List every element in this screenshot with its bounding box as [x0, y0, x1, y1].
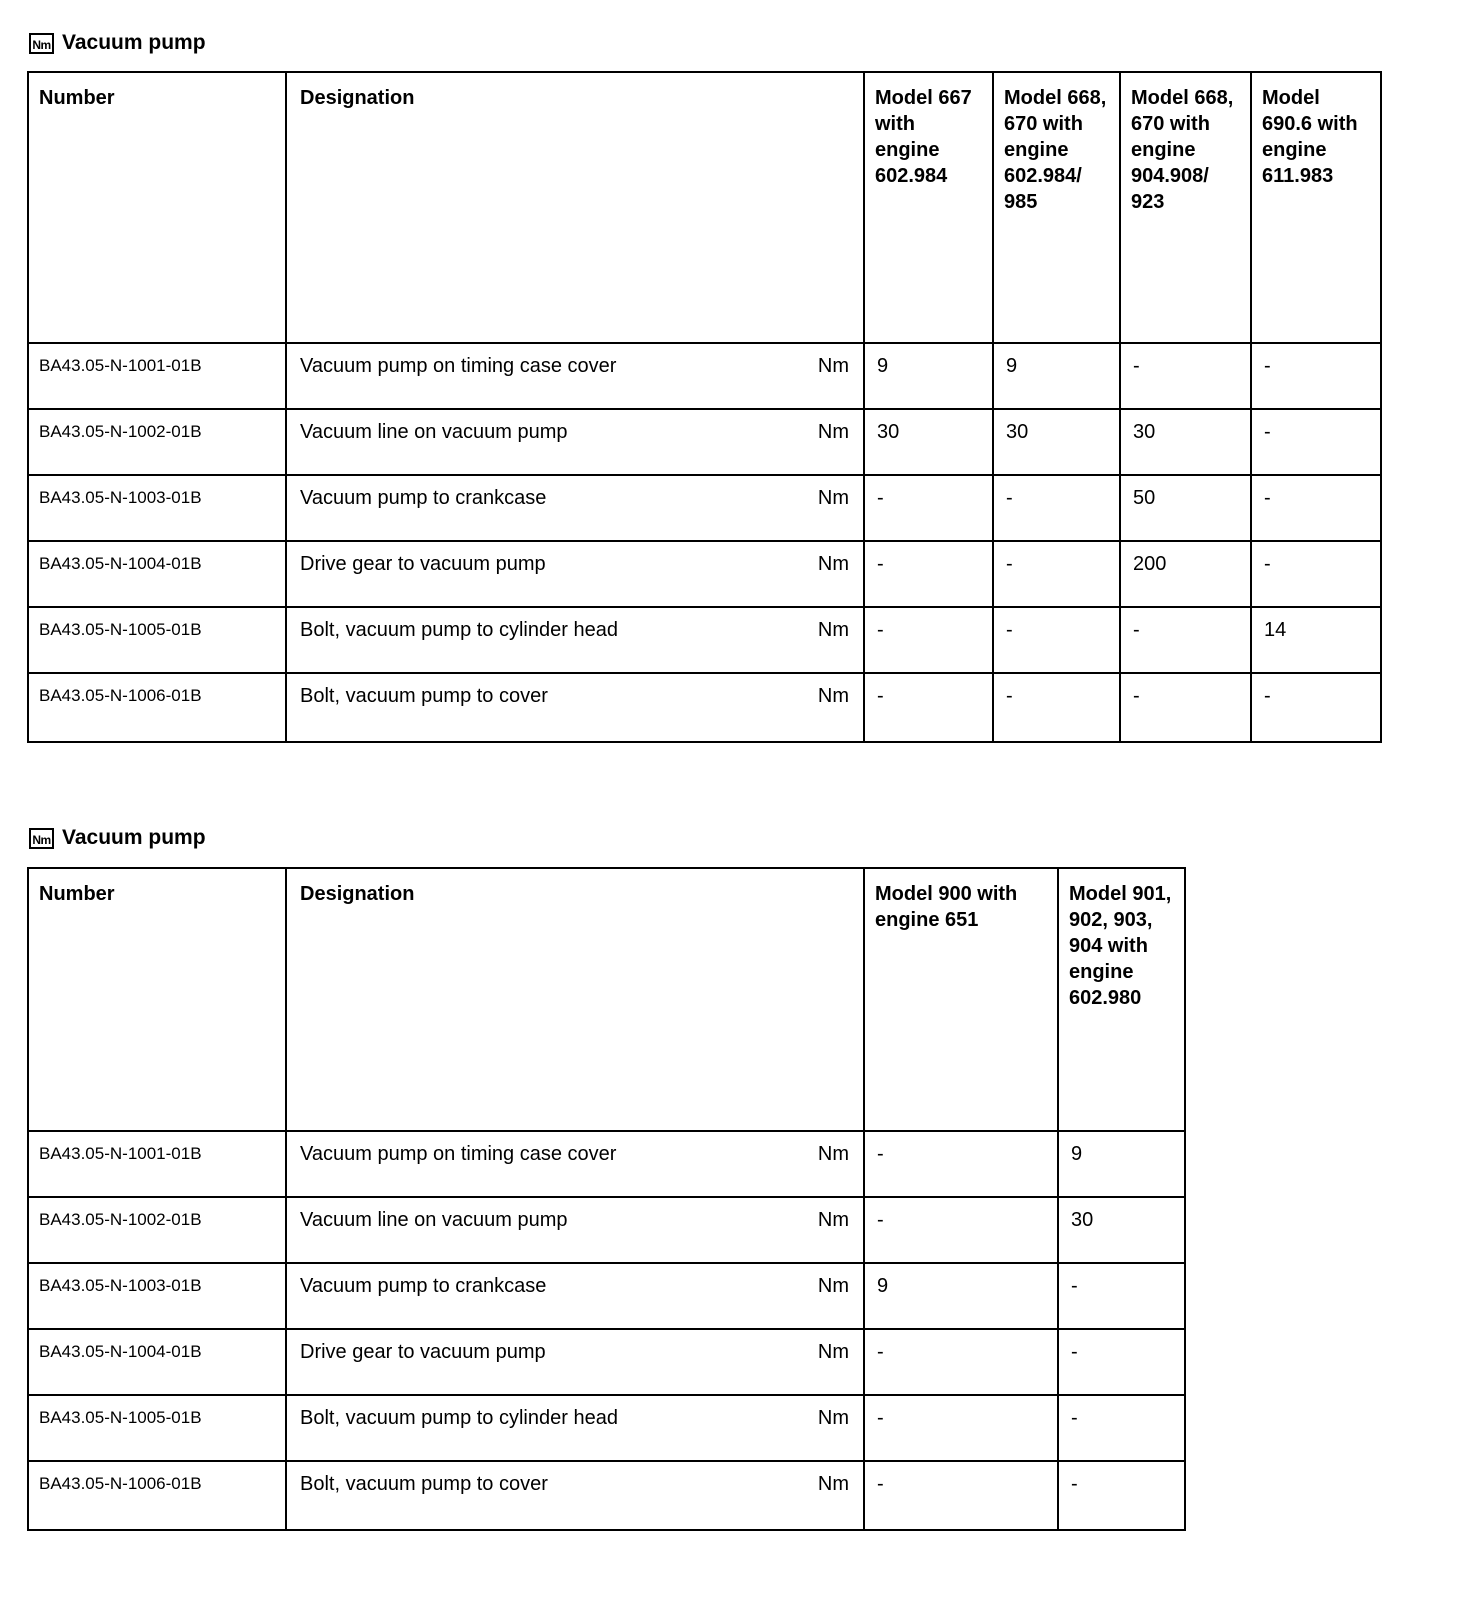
header-model: Model 900 with engine 651 [875, 883, 1018, 931]
table-header-row [28, 72, 1381, 343]
torque-value: - [1071, 1407, 1078, 1429]
torque-value: - [877, 685, 884, 707]
torque-nm-icon: Nm [29, 33, 54, 54]
torque-value: - [1071, 1275, 1078, 1297]
header-number: Number [39, 883, 115, 905]
row-unit: Nm [817, 421, 849, 443]
table-row [28, 1461, 1185, 1530]
table-row [28, 409, 1381, 475]
row-designation: Vacuum pump to crankcase [300, 1275, 547, 1297]
header-designation: Designation [300, 883, 415, 905]
section-title-text: Vacuum pump [62, 31, 206, 54]
row-designation: Bolt, vacuum pump to cover [300, 685, 548, 707]
torque-value: - [1006, 553, 1013, 575]
header-model: Model 668, 670 with engine 602.984/ 985 [1004, 87, 1107, 213]
table-header-row [28, 868, 1185, 1131]
row-designation: Bolt, vacuum pump to cover [300, 1473, 548, 1495]
section-title [29, 825, 206, 851]
torque-value: - [1071, 1341, 1078, 1363]
table-row [28, 1329, 1185, 1395]
table-row [28, 343, 1381, 409]
header-number: Number [39, 87, 115, 109]
torque-value: 9 [1071, 1143, 1083, 1165]
table-row [28, 1395, 1185, 1461]
table-row [28, 475, 1381, 541]
torque-value: - [877, 1473, 884, 1495]
row-designation: Bolt, vacuum pump to cylinder head [300, 619, 618, 641]
table-row [28, 607, 1381, 673]
header-model: Model 667 with engine 602.984 [875, 87, 972, 187]
row-unit: Nm [817, 355, 849, 377]
torque-value: - [1006, 487, 1013, 509]
torque-value: 9 [877, 355, 889, 377]
row-number: BA43.05-N-1003-01B [39, 488, 202, 507]
torque-value: - [1071, 1473, 1078, 1495]
row-number: BA43.05-N-1005-01B [39, 1408, 202, 1427]
row-number: BA43.05-N-1002-01B [39, 1210, 202, 1229]
torque-table-1 [27, 71, 1382, 743]
row-number: BA43.05-N-1006-01B [39, 1474, 202, 1493]
row-number: BA43.05-N-1004-01B [39, 1342, 202, 1361]
header-designation: Designation [300, 87, 415, 109]
table-row [28, 673, 1381, 742]
row-number: BA43.05-N-1002-01B [39, 422, 202, 441]
row-unit: Nm [817, 1341, 849, 1363]
torque-value: - [1133, 685, 1140, 707]
torque-value: - [877, 553, 884, 575]
row-number: BA43.05-N-1006-01B [39, 686, 202, 705]
torque-value: - [877, 1209, 884, 1231]
torque-value: - [1264, 421, 1271, 443]
torque-value: - [1133, 355, 1140, 377]
torque-value: 200 [1133, 553, 1167, 575]
torque-table-2 [27, 867, 1186, 1531]
row-designation: Vacuum line on vacuum pump [300, 421, 568, 443]
row-unit: Nm [817, 487, 849, 509]
row-number: BA43.05-N-1001-01B [39, 1144, 202, 1163]
row-designation: Drive gear to vacuum pump [300, 553, 546, 575]
torque-value: - [877, 1341, 884, 1363]
row-designation: Vacuum pump to crankcase [300, 487, 547, 509]
row-unit: Nm [817, 619, 849, 641]
row-designation: Vacuum pump on timing case cover [300, 1143, 617, 1165]
row-number: BA43.05-N-1005-01B [39, 620, 202, 639]
torque-value: - [877, 619, 884, 641]
table-row [28, 1263, 1185, 1329]
torque-value: 30 [1006, 421, 1029, 443]
header-model: Model 901, 902, 903, 904 with engine 602.980 [1069, 883, 1172, 1009]
torque-value: - [1264, 487, 1271, 509]
torque-value: 9 [1006, 355, 1018, 377]
torque-value: - [1264, 553, 1271, 575]
torque-value: 30 [877, 421, 900, 443]
header-model: Model 690.6 with engine 611.983 [1262, 87, 1358, 187]
table-row [28, 1197, 1185, 1263]
row-designation: Vacuum pump on timing case cover [300, 355, 617, 377]
row-unit: Nm [817, 1473, 849, 1495]
torque-value: - [1264, 685, 1271, 707]
torque-nm-icon: Nm [29, 828, 54, 849]
row-number: BA43.05-N-1004-01B [39, 554, 202, 573]
torque-value: - [877, 487, 884, 509]
torque-value: 50 [1133, 487, 1156, 509]
row-designation: Drive gear to vacuum pump [300, 1341, 546, 1363]
header-model: Model 668, 670 with engine 904.908/ 923 [1131, 87, 1234, 213]
row-number: BA43.05-N-1003-01B [39, 1276, 202, 1295]
torque-value: 30 [1071, 1209, 1094, 1231]
table-row [28, 1131, 1185, 1197]
row-unit: Nm [817, 1209, 849, 1231]
row-unit: Nm [817, 1407, 849, 1429]
row-number: BA43.05-N-1001-01B [39, 356, 202, 375]
torque-value: - [1006, 685, 1013, 707]
row-designation: Bolt, vacuum pump to cylinder head [300, 1407, 618, 1429]
row-unit: Nm [817, 1143, 849, 1165]
row-designation: Vacuum line on vacuum pump [300, 1209, 568, 1231]
section-title [29, 30, 206, 56]
row-unit: Nm [817, 553, 849, 575]
row-unit: Nm [817, 685, 849, 707]
table-row [28, 541, 1381, 607]
section-title-text: Vacuum pump [62, 826, 206, 849]
row-unit: Nm [817, 1275, 849, 1297]
torque-value: - [1133, 619, 1140, 641]
torque-value: 14 [1264, 619, 1287, 641]
torque-value: 9 [877, 1275, 889, 1297]
torque-value: 30 [1133, 421, 1156, 443]
torque-value: - [877, 1407, 884, 1429]
torque-value: - [1006, 619, 1013, 641]
torque-value: - [877, 1143, 884, 1165]
torque-value: - [1264, 355, 1271, 377]
